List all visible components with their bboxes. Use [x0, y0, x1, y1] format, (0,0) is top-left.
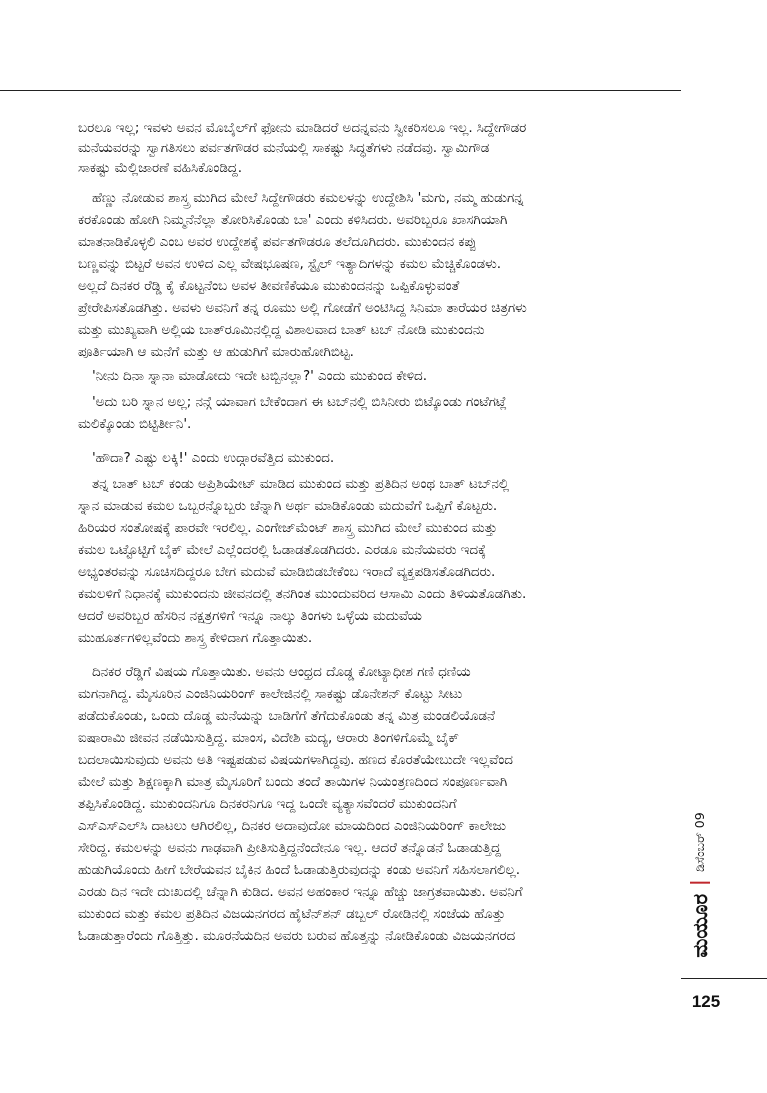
body-line: ಕಮಲ ಒಟ್ಟೊಟ್ಟಿಗೆ ಬೈಕ್ ಮೇಲೆ ಎಲ್ಲೆಂದರಲ್ಲಿ ಓಡಾಡತೊಡಗಿದರು. ಎರಡೂ ಮನೆಯವರು ಇದಕ್ಕೆ: [78, 542, 486, 558]
body-line: ಹುಡುಗಿಯೊಂದು ಹೀಗೆ ಬೇರೆಯವನ ಬೈಕಿನ ಹಿಂದೆ ಓಡಾಡುತ್ತಿರುವುದನ್ನು ಕಂಡು ಅವನಿಗೆ ಸಹಿಸಲಾಗಲಿಲ್ಲ.: [78, 862, 520, 878]
body-line: ಮನೆಯವರನ್ನು ಸ್ವಾಗತಿಸಲು ಪರ್ವತಗೌಡರ ಮನೆಯಲ್ಲಿ ಸಾಕಷ್ಟು ಸಿದ್ಧತೆಗಳು ನಡೆದವು. ಸ್ವಾಮಿಗೌಡ: [78, 140, 490, 156]
body-line: ಕರಕೊಂಡು ಹೋಗಿ ನಿಮ್ಮನೆನೆಲ್ಲಾ ತೋರಿಸಿಕೊಂಡು ಬಾ' ಎಂದು ಕಳಿಸಿದರು. ಅವರಿಬ್ಬರೂ ಖಾಸಗಿಯಾಗಿ: [78, 212, 508, 228]
body-line: ಕಮಲಳಿಗೆ ನಿಧಾನಕ್ಕೆ ಮುಕುಂದನು ಜೀವನದಲ್ಲಿ ತನಗಿಂತ ಮುಂದುವರಿದ ಆಸಾಮಿ ಎಂದು ತಿಳಿಯತೊಡಗಿತು.: [78, 586, 527, 602]
body-line: ಸಾಕಷ್ಟು ಮೆಲ್ಲಿಜಾರಣೆ ವಹಿಸಿಕೊಂಡಿದ್ದ.: [78, 160, 242, 176]
body-line: ಬರಲೂ ಇಲ್ಲ; ಇವಳು ಅವನ ಮೊಬೈಲ್‌ಗೆ ಫೋನು ಮಾಡಿದರೆ ಅದನ್ನವನು ಸ್ವೀಕರಿಸಲೂ ಇಲ್ಲ. ಸಿದ್ದೇಗೌಡರ: [78, 120, 527, 136]
body-line: ಮೇಲೆ ಮತ್ತು ಶಿಕ್ಷಣಕ್ಕಾಗಿ ಮಾತ್ರ ಮೈಸೂರಿಗೆ ಬಂದು ತಂದೆ ತಾಯಿಗಳ ನಿಯಂತ್ರಣದಿಂದ ಸಂಪೂರ್ಣವಾಗಿ: [78, 774, 508, 790]
magazine-name: ಮಯೂರ: [688, 893, 712, 958]
bottom-rule: [681, 978, 767, 979]
page-number: 125: [691, 992, 721, 1011]
body-line: ಸೇರಿದ್ದ. ಕಮಲಳನ್ನು ಅವನು ಗಾಢವಾಗಿ ಪ್ರೀತಿಸುತ್ತಿದ್ದನೆಂದೇನೂ ಇಲ್ಲ. ಆದರೆ ತನ್ನೊಡನೆ ಓಡಾಡುತ್ತಿದ್ದ: [78, 840, 501, 856]
body-line: ತಪ್ಪಿಸಿಕೊಂಡಿದ್ದ. ಮುಕುಂದನಿಗೂ ದಿನಕರನಿಗೂ ಇದ್ದ ಒಂದೇ ವ್ಯತ್ಯಾಸವೆಂದರೆ ಮುಕುಂದನಿಗೆ: [78, 796, 457, 812]
body-line: ಎಸ್‌ಎಸ್‌ಎಲ್‌ಸಿ ದಾಟಲು ಆಗಿರಲಿಲ್ಲ, ದಿನಕರ ಅದಾವುದೋ ಮಾಯದಿಂದ ಎಂಜಿನಿಯರಿಂಗ್ ಕಾಲೇಜು: [78, 818, 506, 834]
body-line: ಬದಲಾಯಿಸುವುದು ಅವನು ಅತಿ ಇಷ್ಟಪಡುವ ವಿಷಯಗಳಾಗಿದ್ದವು. ಹಣದ ಕೊರತೆಯೇಬುದೇ ಇಲ್ಲವೆಂದ: [78, 752, 513, 768]
body-line: ಹೆಣ್ಣು ನೋಡುವ ಶಾಸ್ತ್ರ ಮುಗಿದ ಮೇಲೆ ಸಿದ್ದೇಗೌಡರು ಕಮಲಳನ್ನು ಉದ್ದೇಶಿಸಿ 'ಮಗು, ನಮ್ಮ ಹುಡುಗನ್ನ: [92, 190, 524, 206]
body-line: ಮಗನಾಗಿದ್ದ. ಮೈಸೂರಿನ ಎಂಜಿನಿಯರಿಂಗ್ ಕಾಲೇಜಿನಲ್ಲಿ ಸಾಕಷ್ಟು ಡೊನೇಶನ್ ಕೊಟ್ಟು ಸೀಟು: [78, 686, 463, 702]
body-line: ಹಿರಿಯರ ಸಂತೋಷಕ್ಕೆ ಪಾರವೇ ಇರಲಿಲ್ಲ. ಎಂಗೇಜ್‌ಮೆಂಟ್ ಶಾಸ್ತ್ರ ಮುಗಿದ ಮೇಲೆ ಮುಕುಂದ ಮತ್ತು: [78, 520, 498, 536]
margin-masthead: [683, 790, 717, 980]
body-line: ಸ್ನಾನ ಮಾಡುವ ಕಮಲ ಒಬ್ಬರನ್ನೊಬ್ಬರು ಚೆನ್ನಾಗಿ ಅರ್ಥ ಮಾಡಿಕೊಂಡು ಮದುವೆಗೆ ಒಪ್ಪಿಗೆ ಕೊಟ್ಟರು.: [78, 498, 498, 514]
body-line: ಓಡಾಡುತ್ತಾರೆಂದು ಗೊತ್ತಿತ್ತು. ಮೂರನೆಯದಿನ ಅವರು ಬರುವ ಹೊತ್ತನ್ನು ನೋಡಿಕೊಂಡು ವಿಜಯನಗರದ: [78, 928, 516, 944]
body-line: ಮುಹೂರ್ತಗಳಿಲ್ಲವೆಂದು ಶಾಸ್ತ್ರ ಕೇಳಿದಾಗ ಗೊತ್ತಾಯಿತು.: [78, 630, 313, 646]
masthead-divider: [690, 882, 710, 884]
body-line: ದಿನಕರ ರೆಡ್ಡಿಗೆ ವಿಷಯ ಗೊತ್ತಾಯಿತು. ಅವನು ಆಂಧ್ರದ ದೊಡ್ಡ ಕೋಟ್ಯಾಧೀಶ ಗಣಿ ಧಣಿಯ: [92, 664, 471, 680]
body-line: ಆದರೆ ಅವರಿಬ್ಬರ ಹೆಸರಿನ ನಕ್ಷತ್ರಗಳಿಗೆ ಇನ್ನೂ ನಾಲ್ಕು ತಿಂಗಳು ಒಳ್ಳೆಯ ಮದುವೆಯ: [78, 608, 423, 624]
body-line: ತನ್ನ ಬಾತ್ ಟಬ್ ಕಂಡು ಅಪ್ರಿಶಿಯೇಟ್ ಮಾಡಿದ ಮುಕುಂದ ಮತ್ತು ಪ್ರತಿದಿನ ಅಂಥ ಬಾತ್ ಟಬ್‌ನಲ್ಲಿ: [92, 476, 510, 492]
top-rule: [0, 90, 681, 91]
body-line: ಮುಕುಂದ ಮತ್ತು ಕಮಲ ಪ್ರತಿದಿನ ವಿಜಯನಗರದ ಹೈಟೆನ್‌ಶನ್ ಡಬ್ಬಲ್ ರೋಡಿನಲ್ಲಿ ಸಂಜೆಯ ಹೊತ್ತು: [78, 906, 506, 922]
body-line: ಪೂರ್ತಿಯಾಗಿ ಆ ಮನೆಗೆ ಮತ್ತು ಆ ಹುಡುಗಿಗೆ ಮಾರುಹೋಗಿಬಿಟ್ಟ.: [78, 344, 354, 360]
body-line: ಅಭ್ಯಂತರವನ್ನು ಸೂಚಿಸದಿದ್ದರೂ ಬೇಗ ಮದುವೆ ಮಾಡಿಬಿಡಬೇಕೆಂಬ ಇರಾದೆ ವ್ಯಕ್ತಪಡಿಸತೊಡಗಿದರು.: [78, 564, 496, 580]
issue-date: ಡಿಸೆಂಬರ್ 09: [692, 812, 707, 872]
body-line: ಮಲಿಕ್ಕೊಂಡು ಬಿಟ್ಟಿರ್ತೀನಿ'.: [78, 416, 192, 432]
body-line: ಅಲ್ಲದೆ ದಿನಕರ ರೆಡ್ಡಿ ಕೈ ಕೊಟ್ಟನೆಂಬ ಅವಳ ತೀವಣಿಕೆಯೂ ಮುಕುಂದನನ್ನು ಒಪ್ಪಿಕೊಳ್ಳುವಂತೆ: [78, 278, 460, 294]
body-line: ಮತ್ತು ಮುಖ್ಯವಾಗಿ ಅಲ್ಲಿಯ ಬಾತ್‌ರೂಮಿನಲ್ಲಿದ್ದ ವಿಶಾಲವಾದ ಬಾತ್ ಟಬ್ ನೋಡಿ ಮುಕುಂದನು: [78, 322, 485, 338]
body-line: ಪಡೆದುಕೊಂಡು, ಒಂದು ದೊಡ್ಡ ಮನೆಯನ್ನು ಬಾಡಿಗೆಗೆ ತೆಗೆದುಕೊಂಡು ತನ್ನ ಮಿತ್ರ ಮಂಡಲಿಯೊಡನೆ: [78, 708, 495, 724]
body-line: ಐಷಾರಾಮಿ ಜೀವನ ನಡೆಯಿಸುತ್ತಿದ್ದ. ಮಾಂಸ, ವಿದೇಶಿ ಮದ್ಯ, ಆರಾರು ತಿಂಗಳಿಗೊಮ್ಮೆ ಬೈಕ್: [78, 730, 459, 746]
body-line: 'ಹೌದಾ? ಎಷ್ಟು ಲಕ್ಕಿ!' ಎಂದು ಉದ್ಗಾರವೆತ್ತಿದ ಮುಕುಂದ.: [92, 450, 335, 466]
body-line: ಮಾತನಾಡಿಕೊಳ್ಳಲಿ ಎಂಬ ಅವರ ಉದ್ದೇಶಕ್ಕೆ ಪರ್ವತಗೌಡರೂ ತಲೆದೂಗಿದರು. ಮುಕುಂದನ ಕಪ್ಪು: [78, 234, 477, 250]
body-line: 'ನೀನು ದಿನಾ ಸ್ನಾನಾ ಮಾಡೋದು ಇದೇ ಟಬ್ಬಿನಲ್ಲಾ?' ಎಂದು ಮುಕುಂದ ಕೇಳಿದ.: [92, 368, 427, 384]
body-line: 'ಅದು ಬರಿ ಸ್ನಾನ ಅಲ್ಲ; ನನ್ಗೆ ಯಾವಾಗ ಬೇಕೆಂದಾಗ ಈ ಟಬ್‌ನಲ್ಲಿ ಬಿಸಿನೀರು ಬಿಟ್ಕೊಂಡು ಗಂಟೆಗಟ್ಲೆ: [92, 394, 507, 410]
body-line: ಪ್ರೇರೇಪಿಸತೊಡಗಿತ್ತು. ಅವಳು ಅವನಿಗೆ ತನ್ನ ರೂಮು ಅಲ್ಲಿ ಗೋಡೆಗೆ ಅಂಟಿಸಿದ್ದ ಸಿನಿಮಾ ತಾರೆಯರ ಚಿತ್ರಗಳು: [78, 300, 527, 316]
body-line: ಬಣ್ಣವನ್ನು ಬಿಟ್ಟರೆ ಅವನ ಉಳಿದ ಎಲ್ಲ ವೇಷಭೂಷಣ, ಸ್ಟೈಲ್ ಇತ್ಯಾದಿಗಳನ್ನು ಕಮಲ ಮೆಚ್ಚಿಕೊಂಡಳು.: [78, 256, 501, 272]
body-line: ಎರಡು ದಿನ ಇದೇ ದುಃಖದಲ್ಲಿ ಚೆನ್ನಾಗಿ ಕುಡಿದ. ಅವನ ಅಹಂಕಾರ ಇನ್ನೂ ಹೆಚ್ಚು ಜಾಗ್ರತವಾಯಿತು. ಅವನಿಗೆ: [78, 884, 523, 900]
